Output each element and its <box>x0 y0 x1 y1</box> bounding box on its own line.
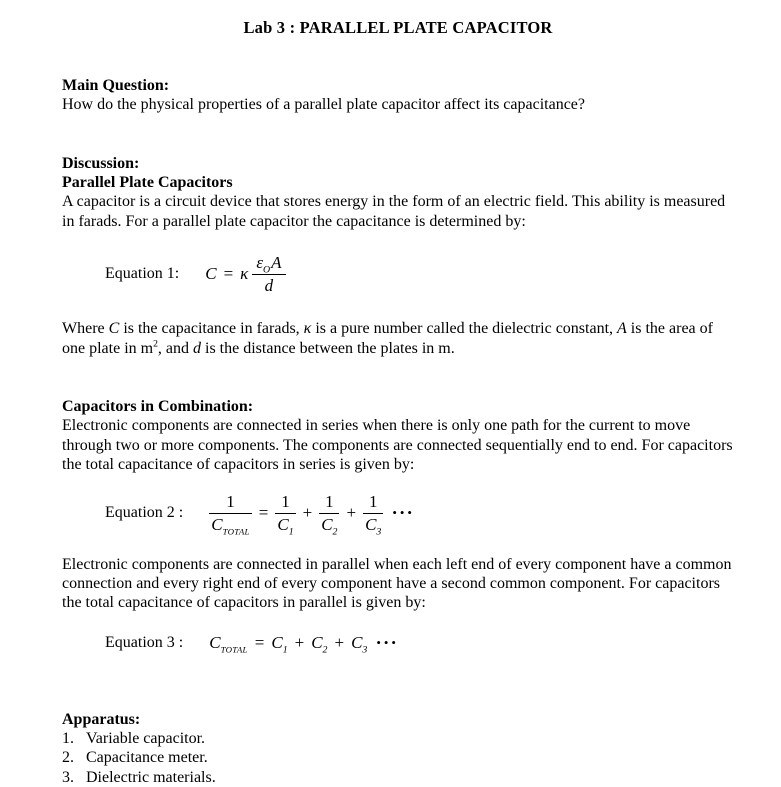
document-content <box>62 18 734 787</box>
equation-1-math <box>205 253 285 295</box>
plus-sign: + <box>346 503 357 523</box>
fraction-numerator: $\varepsilon_OA$ <box>252 253 285 275</box>
equals-sign: = <box>254 632 265 652</box>
symbol-c3: $C_3$ <box>351 632 368 655</box>
equation-2-math <box>209 492 415 538</box>
list-item-text: Capacitance meter. <box>86 749 208 767</box>
series-paragraph: Electronic components are connected in series when there is only one path for the current to move through two or more components. The components are connected sequentially end to end. For capacitors the total capacitance of capacitors in series is given by: <box>62 417 733 474</box>
discussion-heading: Discussion: <box>62 154 140 172</box>
where-paragraph: Where C is the capacitance in farads, κ is a pure number called the dielectric constant, A is the area of one plate in $m^2$, and d is the distance between the plates in m. <box>62 320 713 357</box>
fraction-c1: $\frac{1}{C_1}$ <box>277 492 294 538</box>
symbol-kappa: κ <box>303 320 312 338</box>
spacer <box>62 691 734 710</box>
fraction-c2: $\frac{1}{C_2}$ <box>321 492 338 538</box>
main-question-heading: Main Question: <box>62 77 170 94</box>
fraction-eq1 <box>252 253 285 295</box>
symbol-c1: $C_1$ <box>271 632 288 655</box>
plus-sign: + <box>334 632 345 652</box>
equation-3-math <box>209 633 399 653</box>
list-item <box>62 748 734 767</box>
equation-1-label: Equation 1: <box>105 265 180 283</box>
plus-sign: + <box>302 503 313 523</box>
symbol-c2: $C_2$ <box>311 632 328 655</box>
fraction-total: $\frac{1}{C_{TOTAL}}$ <box>211 492 250 537</box>
symbol-kappa: κ <box>240 264 249 284</box>
list-item-number: 1. <box>62 729 74 747</box>
fraction-c3: $\frac{1}{C_3}$ <box>365 492 382 538</box>
equals-sign: = <box>258 503 269 523</box>
symbol-capacitance: C <box>205 264 217 284</box>
equation-2-label: Equation 2 : <box>105 504 184 522</box>
spacer <box>62 135 734 154</box>
discussion-subheading: Parallel Plate Capacitors <box>62 174 233 192</box>
symbol-area: A <box>617 320 627 338</box>
ellipsis-dots: ••• <box>392 505 415 521</box>
spacer <box>62 115 734 135</box>
symbol-c-total: $C_{TOTAL}$ <box>209 632 248 654</box>
equals-sign: = <box>223 264 234 284</box>
list-item-text: Variable capacitor. <box>86 729 206 747</box>
list-item-number: 2. <box>62 749 74 767</box>
list-item <box>62 729 734 748</box>
list-item-text: Dielectric materials. <box>86 768 216 786</box>
plus-sign: + <box>294 632 305 652</box>
symbol-distance: d <box>193 339 201 357</box>
parallel-paragraph: Electronic components are connected in parallel when each left end of every component have a common connection and every right end of every component have a second common component. For capacitors the total capacitance of capacitors in parallel is given by: <box>62 555 732 612</box>
spacer <box>62 378 734 397</box>
combination-heading: Capacitors in Combination: <box>62 397 254 415</box>
superscript-2: 2 <box>153 338 158 350</box>
document-title: Lab 3 : PARALLEL PLATE CAPACITOR <box>243 18 553 37</box>
spacer <box>62 653 734 691</box>
spacer <box>62 38 734 76</box>
main-question-text: How do the physical properties of a parallel plate capacitor affect its capacitance? <box>62 96 586 114</box>
equation-1 <box>62 253 734 295</box>
apparatus-heading: Apparatus: <box>62 710 141 728</box>
equation-3-label: Equation 3 : <box>105 633 184 651</box>
symbol-capacitance: C <box>108 320 120 338</box>
ellipsis-dots: ••• <box>376 634 399 650</box>
spacer <box>62 358 734 378</box>
equation-2 <box>62 492 734 538</box>
fraction-denominator: d <box>264 275 274 295</box>
equation-3 <box>62 633 734 653</box>
list-item <box>62 768 734 787</box>
discussion-intro-paragraph: A capacitor is a circuit device that stores energy in the form of an electric field. This ability is measured in farads. For a parallel plate capacitor the capacitance is determined by: <box>62 193 726 230</box>
list-item-number: 3. <box>62 768 74 786</box>
